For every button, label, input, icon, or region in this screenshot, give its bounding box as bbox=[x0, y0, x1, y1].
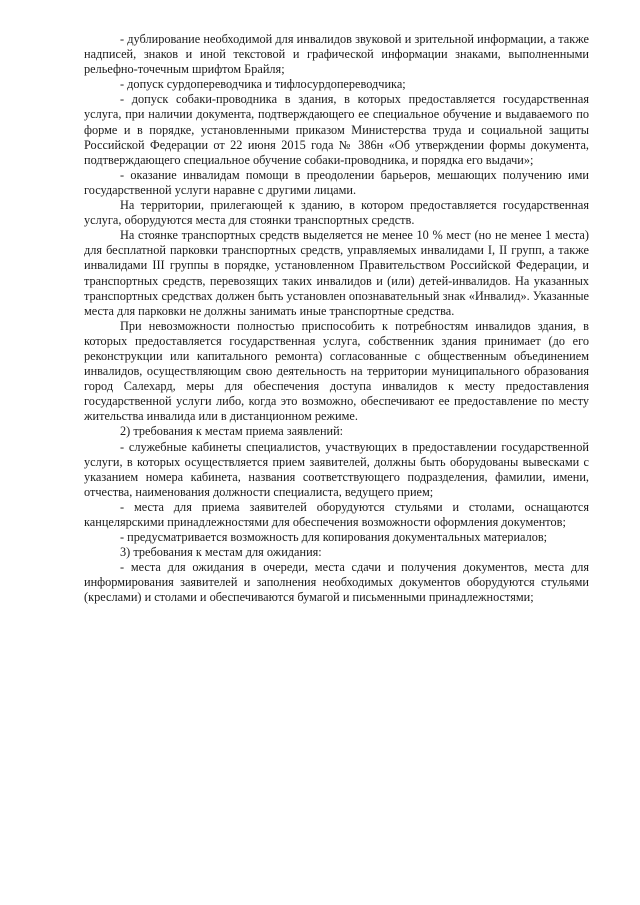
paragraph-waiting-furniture: - места для ожидания в очереди, места сдачи и получения документов, места для информирования заявителей и заполнения необходимых документов оборудуются стульями (креслами) и столами и обеспечиваются бумагой и письменными принадлежностями; bbox=[84, 560, 589, 605]
paragraph-waiting-requirements-heading: 3) требования к местам для ожидания: bbox=[120, 545, 322, 560]
paragraph-reception-requirements-heading: 2) требования к местам приема заявлений: bbox=[120, 424, 344, 439]
paragraph-sign-language-duplication: - дублирование необходимой для инвалидов звуковой и зрительной информации, а также надписей, знаков и иной текстовой и графической информации знаками, выполненными рельефно-точечным шрифтом Брайля; bbox=[84, 32, 589, 77]
document-page bbox=[84, 32, 589, 606]
paragraph-reception-furniture: - места для приема заявителей оборудуются стульями и столами, оснащаются канцелярскими принадлежностями для обеспечения возможности оформления документов; bbox=[84, 499, 589, 529]
paragraph-building-accessibility: При невозможности полностью приспособить к потребностям инвалидов здания, в которых предоставляется государственная услуга, собственник здания принимает (до его реконструкции или капитального ремонта) согласованные с общественным объединением инвалидов, осуществляющим свою деятельность на территории муниципального образования город Салехард, меры для обеспечения доступа инвалидов к месту предоставления государственной услуги либо, когда это возможно, обеспечивают ее предоставление по месту жительства инвалида или в дистанционном режиме. bbox=[84, 318, 589, 424]
paragraph-copying: - предусматривается возможность для копирования документальных материалов; bbox=[120, 530, 548, 545]
paragraph-barrier-assistance: - оказание инвалидам помощи в преодолении барьеров, мешающих получению ими государственной услуги наравне с другими лицами. bbox=[84, 167, 589, 197]
paragraph-guide-dog-access: - допуск собаки-проводника в здания, в которых предоставляется государственная услуга, при наличии документа, подтверждающего ее специальное обучение и выдаваемого по форме и в порядке, установленными приказом Министерства труда и социальной защиты Российской Федерации от 22 июня 2015 года № 386н «Об утверждении формы документа, подтверждающего специальное обучение собаки-проводника, и порядка его выдачи»; bbox=[84, 92, 589, 167]
paragraph-interpreter-access: - допуск сурдопереводчика и тифлосурдопереводчика; bbox=[120, 77, 406, 92]
paragraph-office-signage: - служебные кабинеты специалистов, участвующих в предоставлении государственной услуги, в которых осуществляется прием заявителей, должны быть оборудованы вывесками с указанием номера кабинета, названия соответствующего подразделения, фамилии, имени, отчества, наименования должности специалиста, ведущего прием; bbox=[84, 439, 589, 499]
paragraph-disabled-parking: На стоянке транспортных средств выделяется не менее 10 % мест (но не менее 1 места) для бесплатной парковки транспортных средств, управляемых инвалидами I, II групп, а также инвалидами III группы в порядке, установленном Правительством Российской Федерации, и транспортных средств, перевозящих таких инвалидов и (или) детей-инвалидов. На указанных транспортных средствах должен быть установлен опознавательный знак «Инвалид». Указанные места для парковки не должны занимать иные транспортные средства. bbox=[84, 228, 589, 318]
paragraph-parking-area: На территории, прилегающей к зданию, в котором предоставляется государственная услуга, оборудуются места для стоянки транспортных средств. bbox=[84, 198, 589, 228]
